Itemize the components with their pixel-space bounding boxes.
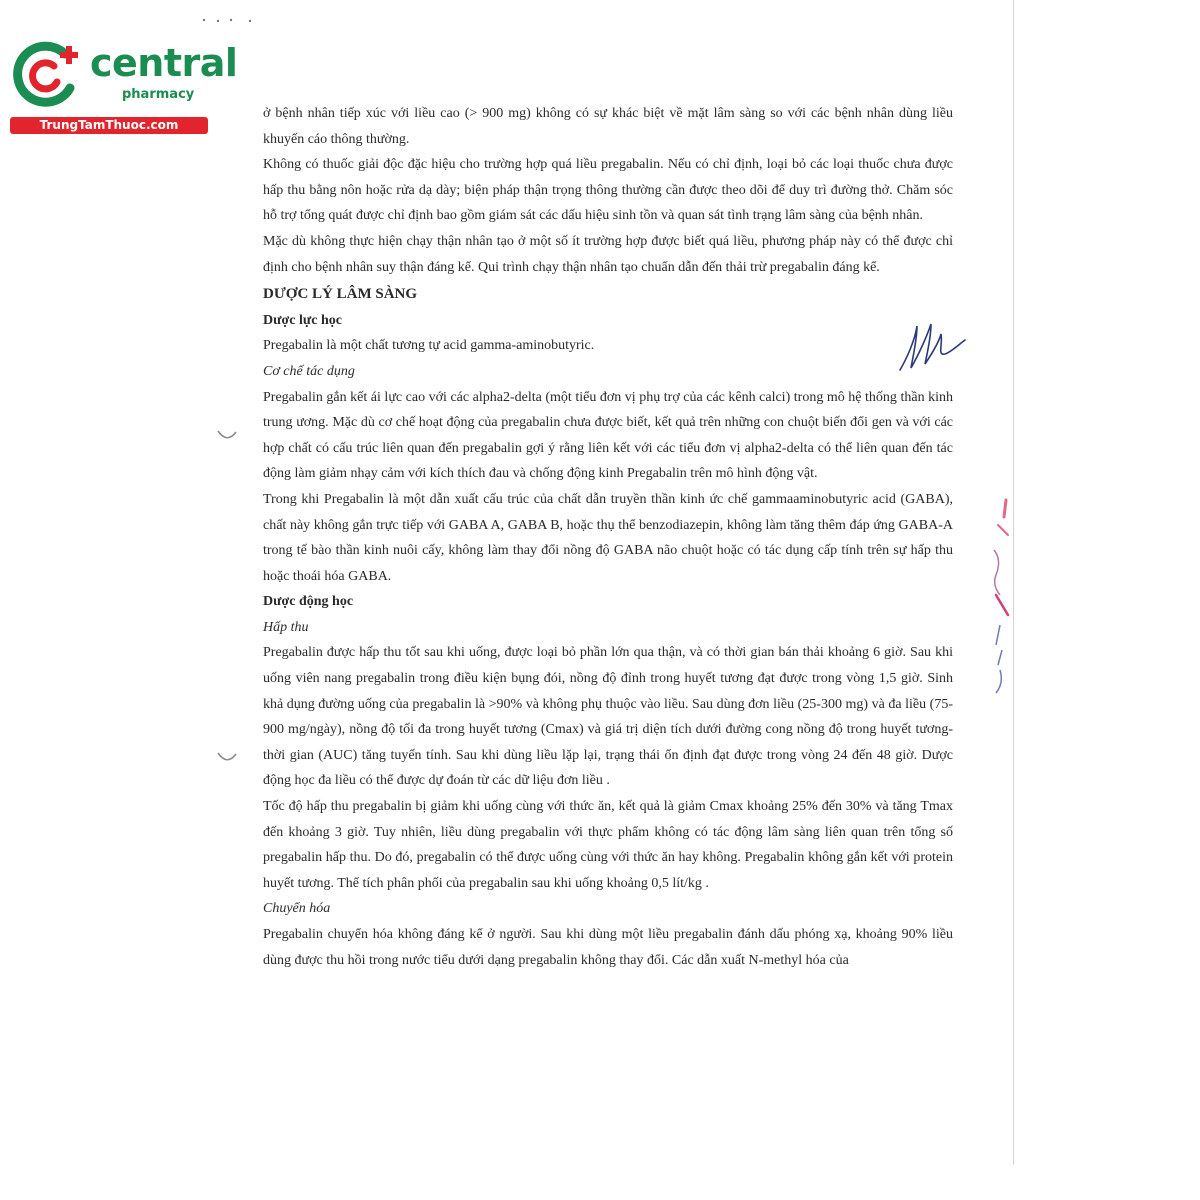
- paragraph: Mặc dù không thực hiện chạy thận nhân tạo ở một số ít trường hợp được biết quá liều, phương pháp này có thể được chỉ định cho bệnh nhân suy thận đáng kể. Qui trình chạy thận nhân tạo chuẩn dẫn đến thải trừ pregabalin đáng kể.: [263, 233, 953, 275]
- paragraph: Pregabalin là một chất tương tự acid gamma-aminobutyric.: [263, 338, 595, 354]
- subsection-heading: Dược động học: [263, 594, 354, 610]
- paragraph: Pregabalin chuyển hóa không đáng kể ở người. Sau khi dùng một liều pregabalin đánh dấu phóng xạ, khoảng 90% liều dùng được thu hồi trong nước tiểu dưới dạng pregabalin không thay đổi. Các dẫn xuất N-methyl hóa của: [263, 927, 953, 968]
- logo-mark-icon: [10, 38, 88, 116]
- paragraph: Không có thuốc giải độc đặc hiệu cho trường hợp quá liều pregabalin. Nếu có chỉ định, loại bỏ các loại thuốc chưa được hấp thu bằng nôn hoặc rửa dạ dày; biện pháp thận trọng thông thường cần được theo dõi để duy trì đường thở. Chăm sóc hỗ trợ tổng quát được chỉ định bao gồm giám sát các dấu hiệu sinh tồn và quan sát tình trạng lâm sàng của bệnh nhân.: [263, 157, 953, 224]
- sub-subsection-heading: Cơ chế tác dụng: [263, 363, 355, 379]
- paragraph: Trong khi Pregabalin là một dẫn xuất cấu trúc của chất dẫn truyền thần kinh ức chế gammaaminobutyric acid (GABA), chất này không gắn trực tiếp với GABA A, GABA B, hoặc thụ thể benzodiazepin, không làm tăng thêm đáp ứng GABA-A trong tế bào thần kinh nuôi cấy, không làm thay đổi nồng độ GABA não chuột hoặc có tác dụng cấp tính trên sự hấp thu hoặc thoái hóa GABA.: [263, 491, 953, 584]
- scan-dots: [200, 14, 256, 26]
- signature-mark: [895, 318, 970, 374]
- brand-logo: [10, 38, 238, 136]
- sub-subsection-heading: Hấp thu: [263, 619, 309, 635]
- section-heading: DƯỢC LÝ LÂM SÀNG: [263, 286, 418, 303]
- sub-subsection-heading: Chuyển hóa: [263, 901, 331, 917]
- subsection-heading: Dược lực học: [263, 312, 342, 328]
- page-edge: [1013, 0, 1014, 1165]
- document-body: [263, 101, 953, 973]
- logo-wordmark: central: [90, 41, 238, 85]
- punch-mark-top: [216, 428, 238, 442]
- paragraph: Pregabalin được hấp thu tốt sau khi uống, được loại bỏ phần lớn qua thận, và có thời gian bán thải khoảng 6 giờ. Sau khi uống viên nang pregabalin trong điều kiện bụng đói, nồng độ đỉnh trong huyết tương đạt được trong vòng 1,5 giờ. Sinh khả dụng đường uống của pregabalin là >90% và không phụ thuộc vào liều. Sau dùng đơn liều (25-300 mg) và đa liều (75-900 mg/ngày), nồng độ tối đa trong huyết tương (Cmax) và giá trị diện tích dưới đường cong nồng độ trong huyết tương-thời gian (AUC) tăng tuyến tính. Sau khi dùng liều lặp lại, trạng thái ổn định đạt được trong vòng 24 đến 48 giờ. Dược động học đa liều có thể được dự đoán từ các dữ liệu đơn liều .: [263, 645, 953, 789]
- paragraph: ở bệnh nhân tiếp xúc với liều cao (> 900 mg) không có sự khác biệt về mặt lâm sàng so với các bệnh nhân dùng liều khuyến cáo thông thường.: [263, 106, 953, 147]
- punch-mark-bottom: [216, 750, 238, 764]
- logo-tagline: pharmacy: [122, 87, 195, 102]
- stamp-edge: [988, 495, 1012, 700]
- logo-website-band: TrungTamThuoc.com: [10, 117, 208, 134]
- paragraph: Pregabalin gắn kết ái lực cao với các alpha2-delta (một tiểu đơn vị phụ trợ của các kênh calci) trong mô hệ thống thần kinh trung ương. Mặc dù cơ chế hoạt động của pregabalin chưa được biết, kết quả trên những con chuột biến đổi gen và với các hợp chất có cấu trúc liên quan đến pregabalin gợi ý rằng liên kết với các tiểu đơn vị alpha2-delta có thể liên quan đến tác động làm giảm nhạy cảm với kích thích đau và chống động kinh Pregabalin trên mô hình động vật.: [263, 389, 953, 482]
- paragraph: Tốc độ hấp thu pregabalin bị giảm khi uống cùng với thức ăn, kết quả là giảm Cmax khoảng 25% đến 30% và tăng Tmax đến khoảng 3 giờ. Tuy nhiên, liều dùng pregabalin với thực phẩm không có tác động lâm sàng liên quan trên tổng số pregabalin hấp thu. Do đó, pregabalin có thể được uống cùng với thức ăn hay không. Pregabalin không gắn kết với protein huyết tương. Thể tích phân phối của pregabalin sau khi uống khoảng 0,5 lít/kg .: [263, 799, 953, 891]
